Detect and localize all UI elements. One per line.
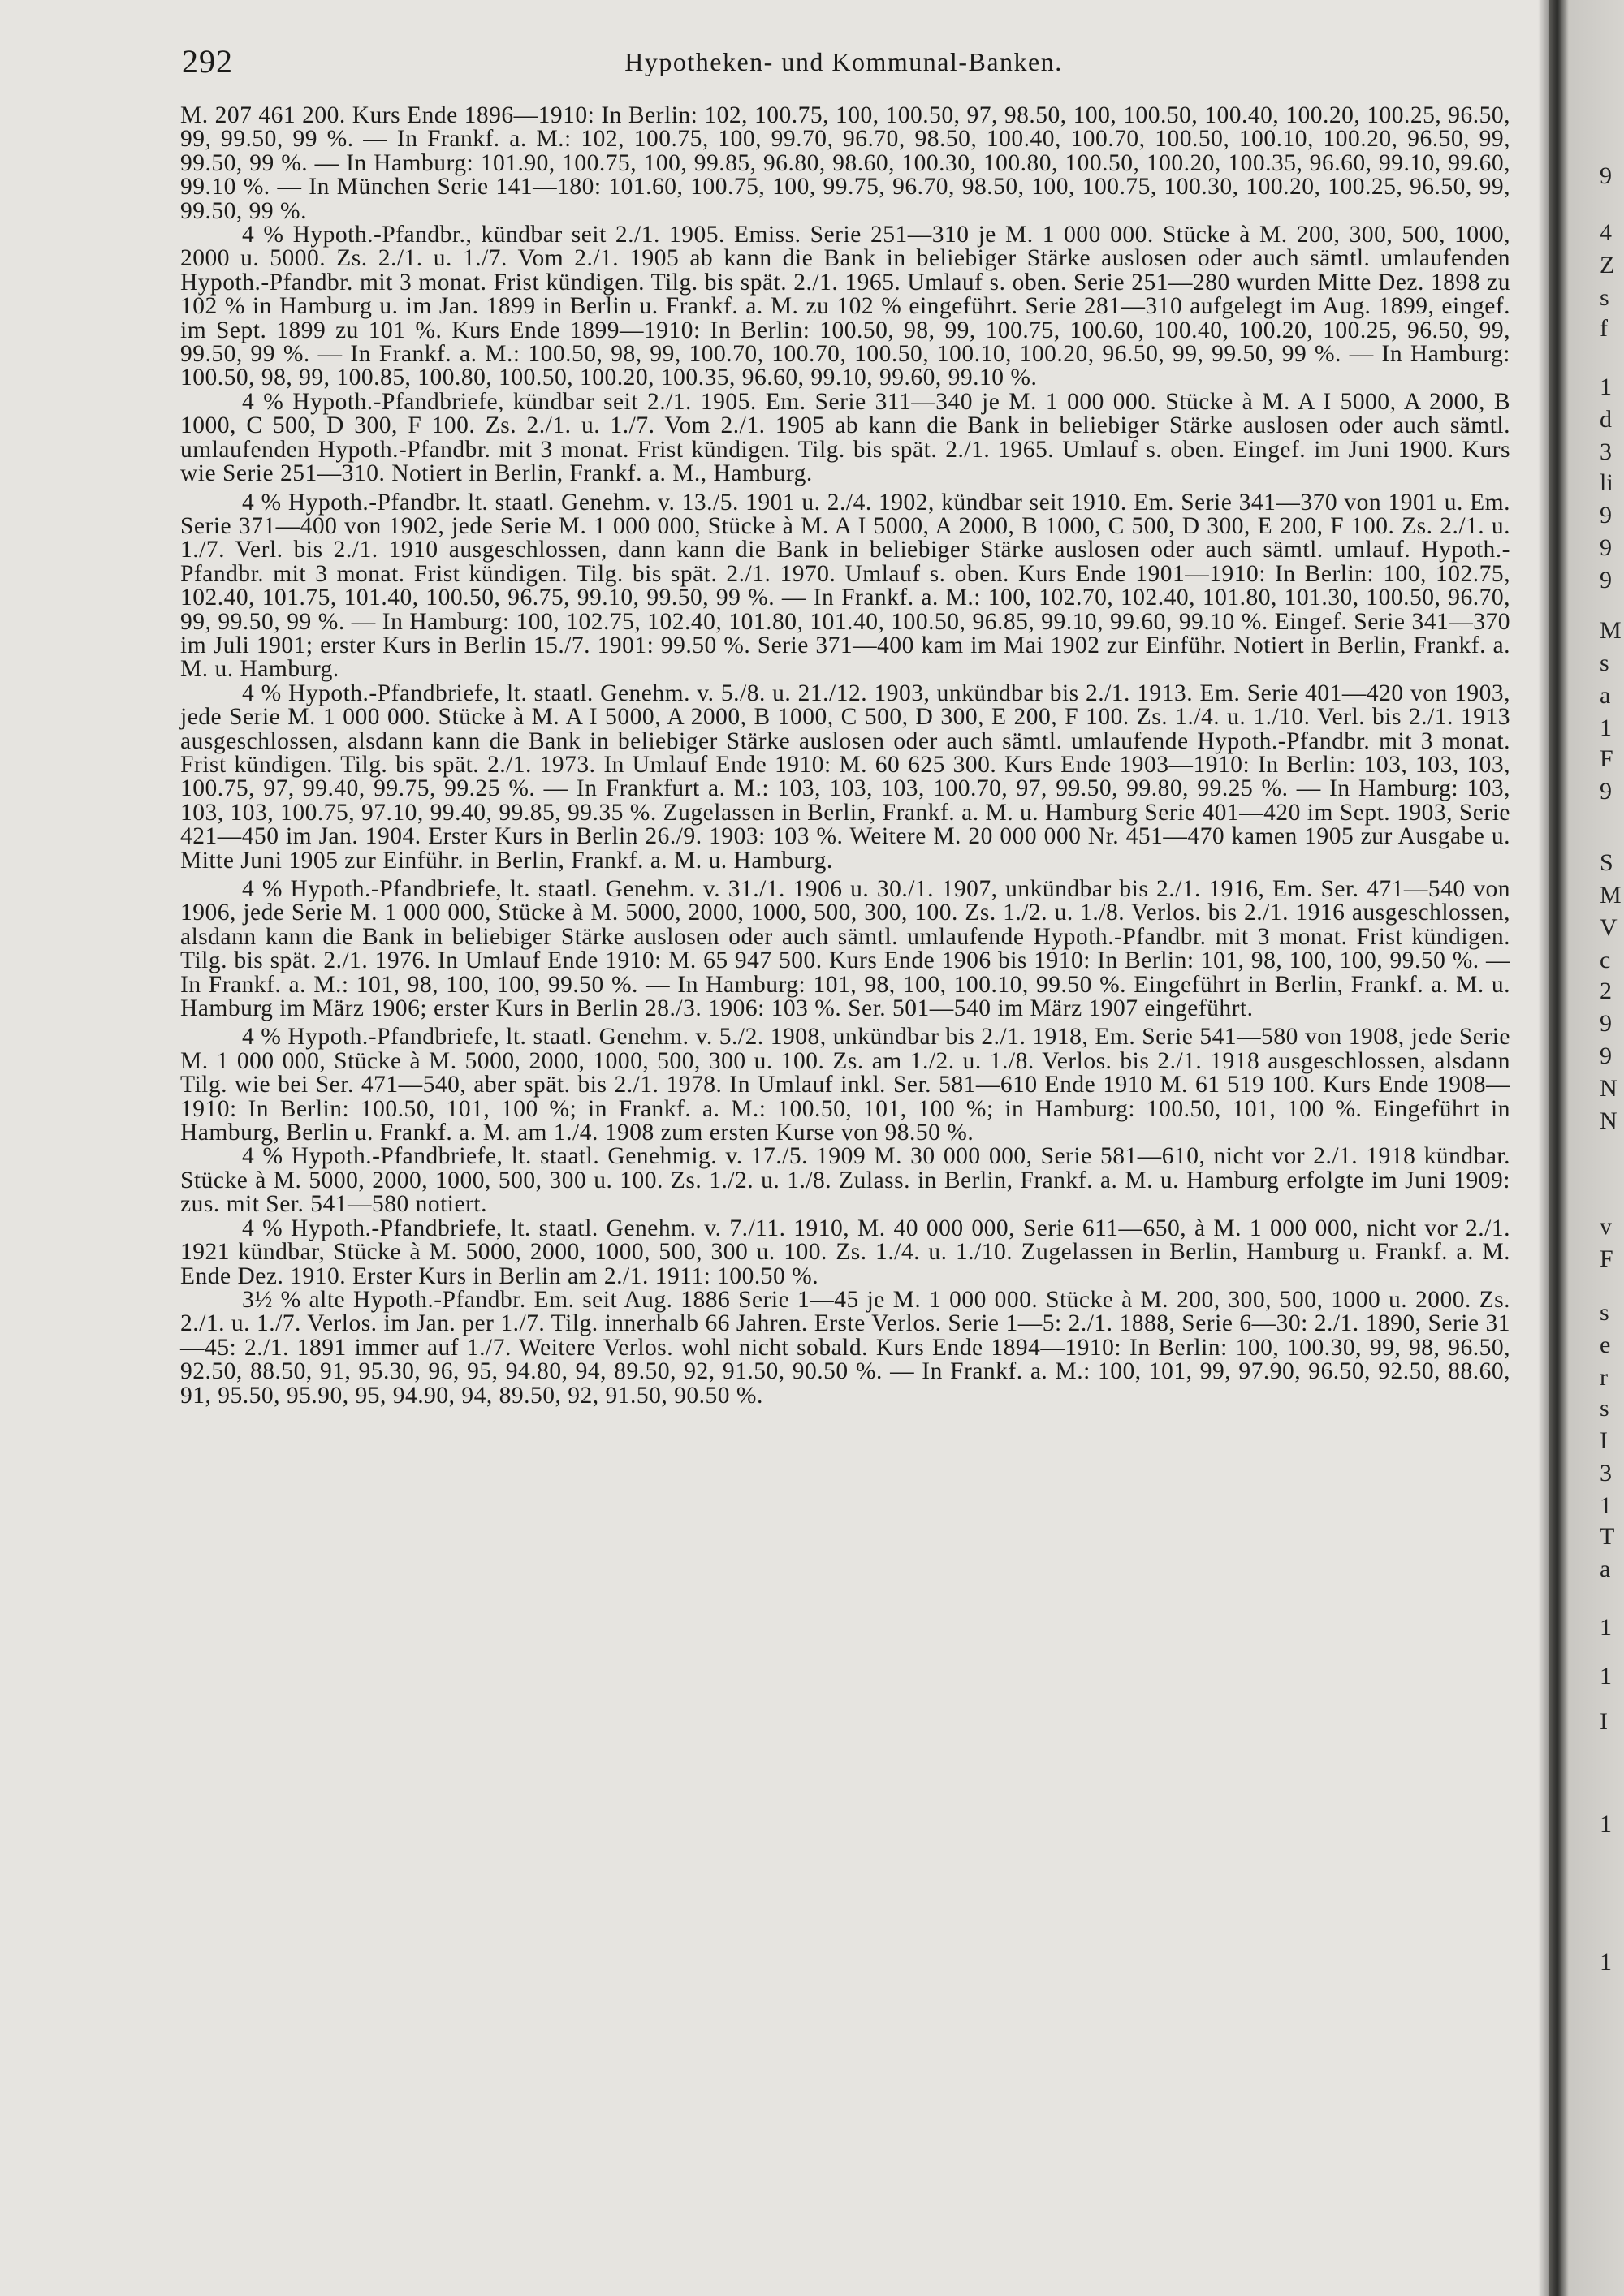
margin-fragment: S [1600, 849, 1613, 876]
margin-fragment: r [1600, 1364, 1608, 1391]
margin-fragment: I [1600, 1708, 1608, 1735]
adjacent-page-edge [1549, 0, 1624, 2296]
margin-fragment: N [1600, 1107, 1618, 1134]
paragraph: 4 % Hypoth.-Pfandbriefe, lt. staatl. Genehm. v. 5./2. 1908, unkündbar bis 2./1. 1918, Em. Serie 541—580 von 1908, jede Serie M. 1 000 000, Stücke à M. 5000, 2000, 1000, 500, 300 u. 100. Zs. am 1./2. u. 1./8. Verlos. bis 2./1. 1918 ausgeschlossen, alsdann Tilg. wie bei Ser. 471—540, aber spät. bis 2./1. 1978. In Umlauf inkl. Ser. 581—610 Ende 1910 M. 61 519 100. Kurs Ende 1908—1910: In Berlin: 100.50, 101, 100 %; in Frankf. a. M.: 100.50, 101, 100 %; in Hamburg: 100.50, 101, 100 %. Eingeführt in Hamburg, Berlin u. Frankf. a. M. am 1./4. 1908 zum ersten Kurse von 98.50 %. [180, 1024, 1510, 1146]
page-header [182, 42, 1505, 83]
paragraph: 4 % Hypoth.-Pfandbriefe, lt. staatl. Genehmig. v. 17./5. 1909 M. 30 000 000, Serie 581—610, nicht vor 2./1. 1918 kündbar. Stücke à M. 5000, 2000, 1000, 500, 300 u. 100. Zs. 1./2. u. 1./8. Zulass. in Berlin, Frankf. a. M. u. Hamburg erfolgte im Juni 1909: zus. mit Ser. 541—580 notiert. [180, 1143, 1510, 1218]
margin-fragment: 1 [1600, 1492, 1612, 1519]
margin-fragment: d [1600, 406, 1612, 433]
margin-fragment: M [1600, 617, 1622, 644]
margin-fragment: I [1600, 1427, 1608, 1454]
page-number: 292 [182, 43, 233, 80]
margin-fragment: v [1600, 1213, 1612, 1240]
margin-fragment: F [1600, 1245, 1613, 1272]
margin-fragment: 1 [1600, 1663, 1612, 1690]
paragraph: 4 % Hypoth.-Pfandbriefe, lt. staatl. Genehm. v. 5./8. u. 21./12. 1903, unkündbar bis 2./1. 1913. Em. Serie 401—420 von 1903, jede Serie M. 1 000 000. Stücke à M. A I 5000, A 2000, B 1000, C 500, D 300, E 200, F 100. Zs. 1./4. u. 1./10. Verl. bis 2./1. 1913 ausgeschlossen, alsdann kann die Bank in beliebiger Stärke auslosen oder auch sämtl. umlaufende Hypoth.-Pfandbr. mit 3 monat. Frist kündigen. Tilg. bis spät. 2./1. 1973. In Umlauf Ende 1910: M. 60 625 300. Kurs Ende 1903—1910: In Berlin: 103, 103, 103, 100.75, 97, 99.40, 99.75, 99.25 %. — In Frankfurt a. M.: 103, 103, 103, 100.70, 97, 99.50, 99.80, 99.25 %. — In Hamburg: 103, 103, 103, 100.75, 97.10, 99.40, 99.85, 99.35 %. Zugelassen in Berlin, Frankf. a. M. u. Hamburg Serie 401—420 im Sept. 1903, Serie 421—450 im Jan. 1904. Erster Kurs in Berlin 26./9. 1903: 103 %. Weitere M. 20 000 000 Nr. 451—470 kamen 1905 zur Ausgabe u. Mitte Juni 1905 zur Einführ. in Berlin, Frankf. a. M. u. Hamburg. [180, 680, 1510, 874]
margin-fragment: 9 [1600, 567, 1612, 593]
margin-fragment: s [1600, 650, 1609, 676]
margin-fragment: a [1600, 682, 1611, 709]
margin-fragment: e [1600, 1331, 1611, 1358]
margin-fragment: 9 [1600, 502, 1612, 529]
margin-fragment: 1 [1600, 1949, 1612, 1975]
margin-fragment: s [1600, 1299, 1609, 1326]
margin-fragment: 9 [1600, 534, 1612, 561]
margin-fragment: 1 [1600, 1810, 1612, 1837]
margin-fragment: Z [1600, 252, 1615, 278]
paragraph: 4 % Hypoth.-Pfandbriefe, lt. staatl. Genehm. v. 7./11. 1910, M. 40 000 000, Serie 611—650, à M. 1 000 000, nicht vor 2./1. 1921 kündbar, Stücke à M. 5000, 2000, 1000, 500, 300 u. 100. Zs. 1./4. u. 1./10. Zugelassen in Berlin, Hamburg u. Frankf. a. M. Ende Dez. 1910. Erster Kurs in Berlin am 2./1. 1911: 100.50 %. [180, 1215, 1510, 1289]
margin-fragment: s [1600, 284, 1609, 311]
margin-fragment: N [1600, 1075, 1618, 1102]
margin-fragment: li [1600, 469, 1613, 496]
margin-fragment: 3 [1600, 1460, 1612, 1487]
running-title: Hypotheken- und Kommunal-Banken. [624, 47, 1063, 76]
margin-fragment: c [1600, 947, 1611, 973]
paragraph: 4 % Hypoth.-Pfandbriefe, lt. staatl. Genehm. v. 31./1. 1906 u. 30./1. 1907, unkündbar bis 2./1. 1916, Em. Ser. 471—540 von 1906, jede Serie M. 1 000 000, Stücke à M. 5000, 2000, 1000, 500, 300, 100. Zs. 1./2. u. 1./8. Verlos. bis 2./1. 1916 ausgeschlossen, alsdann kann die Bank in beliebiger Stärke auslosen oder auch sämtl. umlaufende Hypoth.-Pfandbr. mit 3 monat. Frist kündigen. Tilg. bis spät. 2./1. 1976. In Umlauf Ende 1910: M. 65 947 500. Kurs Ende 1906 bis 1910: In Berlin: 101, 98, 100, 100, 99.50 %. — In Frankf. a. M.: 101, 98, 100, 100, 99.50 %. — In Hamburg: 101, 98, 100, 100.10, 99.50 %. Eingeführt in Berlin, Frankf. a. M. u. Hamburg im März 1906; erster Kurs in Berlin 28./3. 1906: 103 %. Ser. 501—540 im März 1907 eingeführt. [180, 876, 1510, 1022]
paragraph: 4 % Hypoth.-Pfandbriefe, kündbar seit 2./1. 1905. Em. Serie 311—340 je M. 1 000 000. Stücke à M. A I 5000, A 2000, B 1000, C 500, D 300, F 100. Zs. 2./1. u. 1./7. Vom 2./1. 1905 ab kann die Bank in beliebiger Stärke auslosen oder auch sämtl. umlaufenden Hypoth.-Pfandbr. mit 3 monat. Frist kündigen. Tilg. bis spät. 2./1. 1965. Umlauf s. oben. Eingef. im Juni 1900. Kurs wie Serie 251—310. Notiert in Berlin, Frankf. a. M., Hamburg. [180, 388, 1510, 487]
margin-fragment: a [1600, 1556, 1611, 1582]
margin-fragment: F [1600, 745, 1613, 772]
margin-fragment: 9 [1600, 1010, 1612, 1037]
margin-fragment: f [1600, 315, 1608, 342]
paragraph: 4 % Hypoth.-Pfandbr. lt. staatl. Genehm. v. 13./5. 1901 u. 2./4. 1902, kündbar seit 1910. Em. Serie 341—370 von 1901 u. Em. Serie 371—400 von 1902, jede Serie M. 1 000 000, Stücke à M. A I 5000, A 2000, B 1000, C 500, D 300, E 200, F 100. Zs. 2./1. u. 1./7. Verl. bis 2./1. 1910 ausgeschlossen, dann kann die Bank in beliebiger Stärke auslosen oder auch sämtl. umlauf. Hypoth.-Pfandbr. mit 3 monat. Frist kündigen. Tilg. bis spät. 2./1. 1970. Umlauf s. oben. Kurs Ende 1901—1910: In Berlin: 100, 102.75, 102.40, 101.75, 101.40, 100.50, 96.75, 99.10, 99.50, 99 %. — In Frankf. a. M.: 100, 102.70, 102.40, 101.80, 101.30, 100.50, 96.70, 99, 99.50, 99 %. — In Hamburg: 100, 102.75, 102.40, 101.80, 101.40, 100.50, 96.85, 99.10, 99.60, 99.10 %. Eingef. Serie 341—370 im Juli 1901; erster Kurs in Berlin 15./7. 1901: 99.50 %. Serie 371—400 kam im Mai 1902 zur Einführ. Notiert in Berlin, Frankf. a. M. u. Hamburg. [180, 489, 1510, 683]
margin-fragment: 3 [1600, 438, 1612, 465]
margin-fragment: s [1600, 1395, 1609, 1422]
margin-fragment: 9 [1600, 778, 1612, 805]
body-text [180, 104, 1510, 1408]
margin-fragment: 9 [1600, 1042, 1612, 1069]
margin-fragment: 1 [1600, 373, 1612, 400]
margin-fragment: 9 [1600, 162, 1612, 189]
paragraph: 3½ % alte Hypoth.-Pfandbr. Em. seit Aug. 1886 Serie 1—45 je M. 1 000 000. Stücke à M. 200, 300, 500, 1000 u. 2000. Zs. 2./1. u. 1./7. Verlos. im Jan. per 1./7. Tilg. innerhalb 66 Jahren. Erste Verlos. Serie 1—5: 2./1. 1888, Serie 6—30: 2./1. 1890, Serie 31—45: 2./1. 1891 immer auf 1./7. Weitere Verlos. wohl nicht sobald. Kurs Ende 1894—1910: In Berlin: 100, 100.30, 99, 98, 96.50, 92.50, 88.50, 91, 95.30, 96, 95, 94.80, 94, 89.50, 92, 91.50, 90.50 %. — In Frankf. a. M.: 100, 101, 99, 97.90, 96.50, 92.50, 88.60, 91, 95.50, 95.90, 95, 94.90, 94, 89.50, 92, 91.50, 90.50 %. [180, 1286, 1510, 1409]
margin-fragment: V [1600, 914, 1618, 941]
margin-fragment: T [1600, 1523, 1615, 1550]
margin-fragment: 1 [1600, 714, 1612, 741]
paragraph: M. 207 461 200. Kurs Ende 1896—1910: In Berlin: 102, 100.75, 100, 100.50, 97, 98.50, 100, 100.50, 100.40, 100.20, 100.25, 96.50, 99, 99.50, 99 %. — In Frankf. a. M.: 102, 100.75, 100, 99.70, 96.70, 98.50, 100.40, 100.70, 100.50, 100.10, 100.20, 96.50, 99, 99.50, 99 %. — In Hamburg: 101.90, 100.75, 100, 99.85, 96.80, 98.60, 100.30, 100.80, 100.50, 100.20, 100.35, 96.60, 99.10, 99.60, 99.10 %. — In München Serie 141—180: 101.60, 100.75, 100, 99.75, 96.70, 98.50, 100, 100.75, 100.30, 100.20, 100.25, 96.50, 99, 99.50, 99 %. [180, 102, 1510, 224]
paragraph: 4 % Hypoth.-Pfandbr., kündbar seit 2./1. 1905. Emiss. Serie 251—310 je M. 1 000 000. Stücke à M. 200, 300, 500, 1000, 2000 u. 5000. Zs. 2./1. u. 1./7. Vom 2./1. 1905 ab kann die Bank in beliebiger Stärke auslosen oder auch sämtl. umlaufenden Hypoth.-Pfandbr. mit 3 monat. Frist kündigen. Tilg. bis spät. 2./1. 1965. Umlauf s. oben. Serie 251—280 wurden Mitte Dez. 1898 zu 102 % in Hamburg u. im Jan. 1899 in Berlin u. Frankf. a. M. zu 102 % eingeführt. Serie 281—310 aufgelegt im Aug. 1899, eingef. im Sept. 1899 zu 101 %. Kurs Ende 1899—1910: In Berlin: 100.50, 98, 99, 100.75, 100.60, 100.40, 100.20, 100.25, 96.50, 99, 99.50, 99 %. — In Frankf. a. M.: 100.50, 98, 99, 100.70, 100.70, 100.50, 100.10, 100.20, 96.50, 99, 99.50, 99 %. — In Hamburg: 100.50, 98, 99, 100.85, 100.80, 100.50, 100.20, 100.35, 96.60, 99.10, 99.60, 99.10 %. [180, 222, 1510, 391]
margin-fragment: 2 [1600, 978, 1612, 1004]
margin-fragment: 4 [1600, 219, 1612, 246]
margin-fragment: M [1600, 882, 1622, 908]
margin-fragment: 1 [1600, 1614, 1612, 1641]
